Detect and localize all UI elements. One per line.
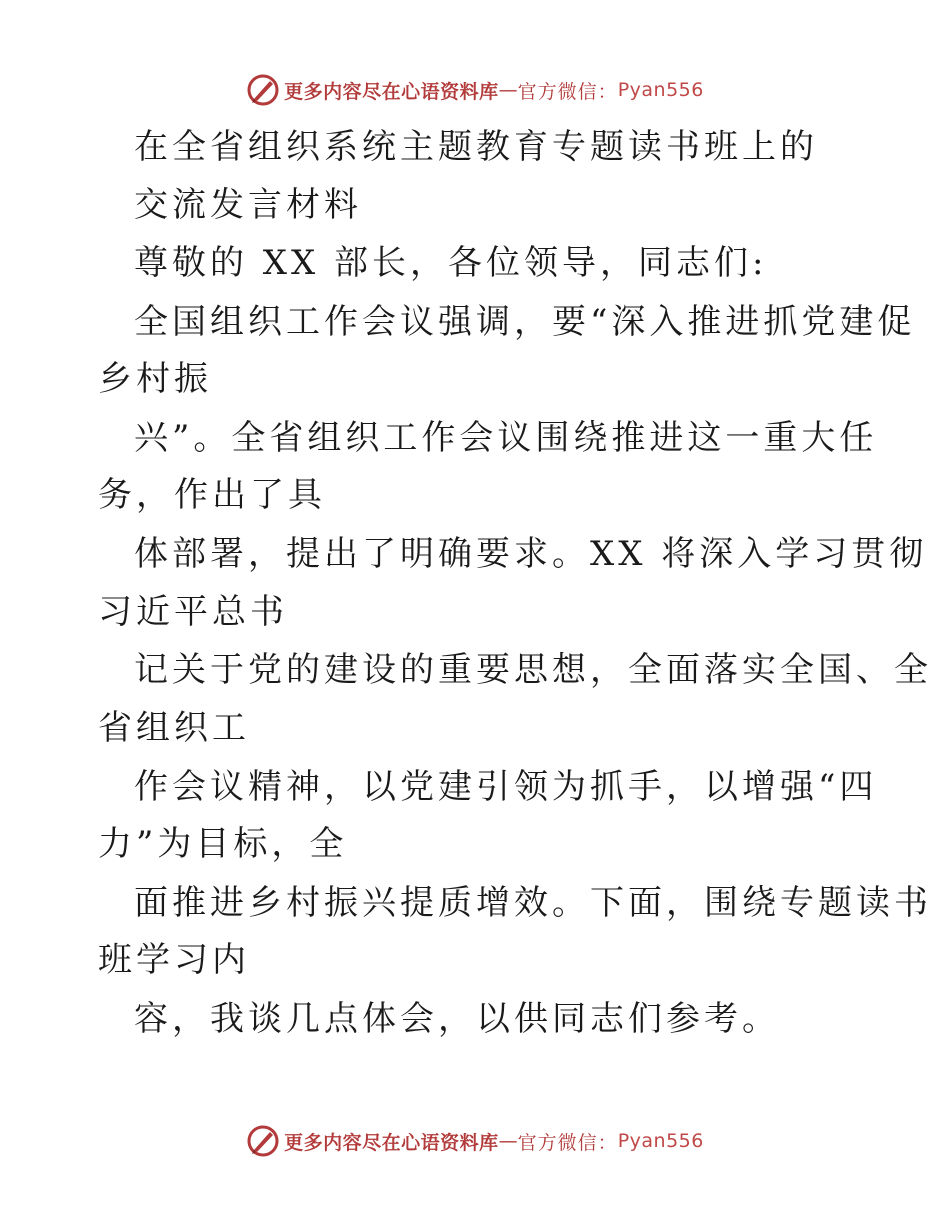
doc-paragraph-line: 全国组织工作会议强调，要“深入推进抓党建促 <box>134 302 916 342</box>
quill-pen-circle-icon <box>246 73 280 107</box>
watermark-handle: Pyan556 <box>617 1130 704 1152</box>
doc-paragraph-line: 兴”。全省组织工作会议围绕推进这一重大任 <box>134 418 878 458</box>
doc-paragraph-line: 乡村振 <box>98 359 212 399</box>
doc-paragraph-line: 省组织工 <box>98 708 250 748</box>
footer-watermark <box>0 1121 950 1161</box>
watermark-brand: 更多内容尽在心语资料库 <box>284 80 499 103</box>
watermark-brand: 更多内容尽在心语资料库 <box>284 1131 499 1154</box>
doc-salutation: 尊敬的 XX 部长，各位领导，同志们: <box>134 243 768 283</box>
watermark-wechat-label: 官方微信： <box>517 80 618 103</box>
doc-paragraph-line: 务，作出了具 <box>98 475 326 515</box>
quill-pen-circle-icon <box>246 1124 280 1158</box>
watermark-handle: Pyan556 <box>617 79 704 101</box>
doc-paragraph-line: 班学习内 <box>98 940 250 980</box>
doc-paragraph-line: 面推进乡村振兴提质增效。下面，围绕专题读书 <box>134 883 932 923</box>
doc-paragraph-line: 体部署，提出了明确要求。XX 将深入学习贯彻 <box>134 534 928 574</box>
doc-title-line-2: 交流发言材料 <box>134 185 362 225</box>
doc-title-line-1: 在全省组织系统主题教育专题读书班上的 <box>134 127 818 167</box>
doc-paragraph-line: 作会议精神，以党建引领为抓手，以增强“四 <box>134 767 878 807</box>
watermark-wechat-label: 官方微信： <box>517 1131 618 1154</box>
doc-paragraph-line: 习近平总书 <box>98 592 288 632</box>
header-watermark <box>0 70 950 110</box>
doc-paragraph-line: 力”为目标，全 <box>98 824 348 864</box>
watermark-dash: — <box>498 1130 518 1152</box>
watermark-dash: — <box>498 79 518 101</box>
doc-paragraph-line: 记关于党的建设的重要思想，全面落实全国、全 <box>134 650 932 690</box>
doc-paragraph-line: 容，我谈几点体会，以供同志们参考。 <box>134 999 780 1039</box>
